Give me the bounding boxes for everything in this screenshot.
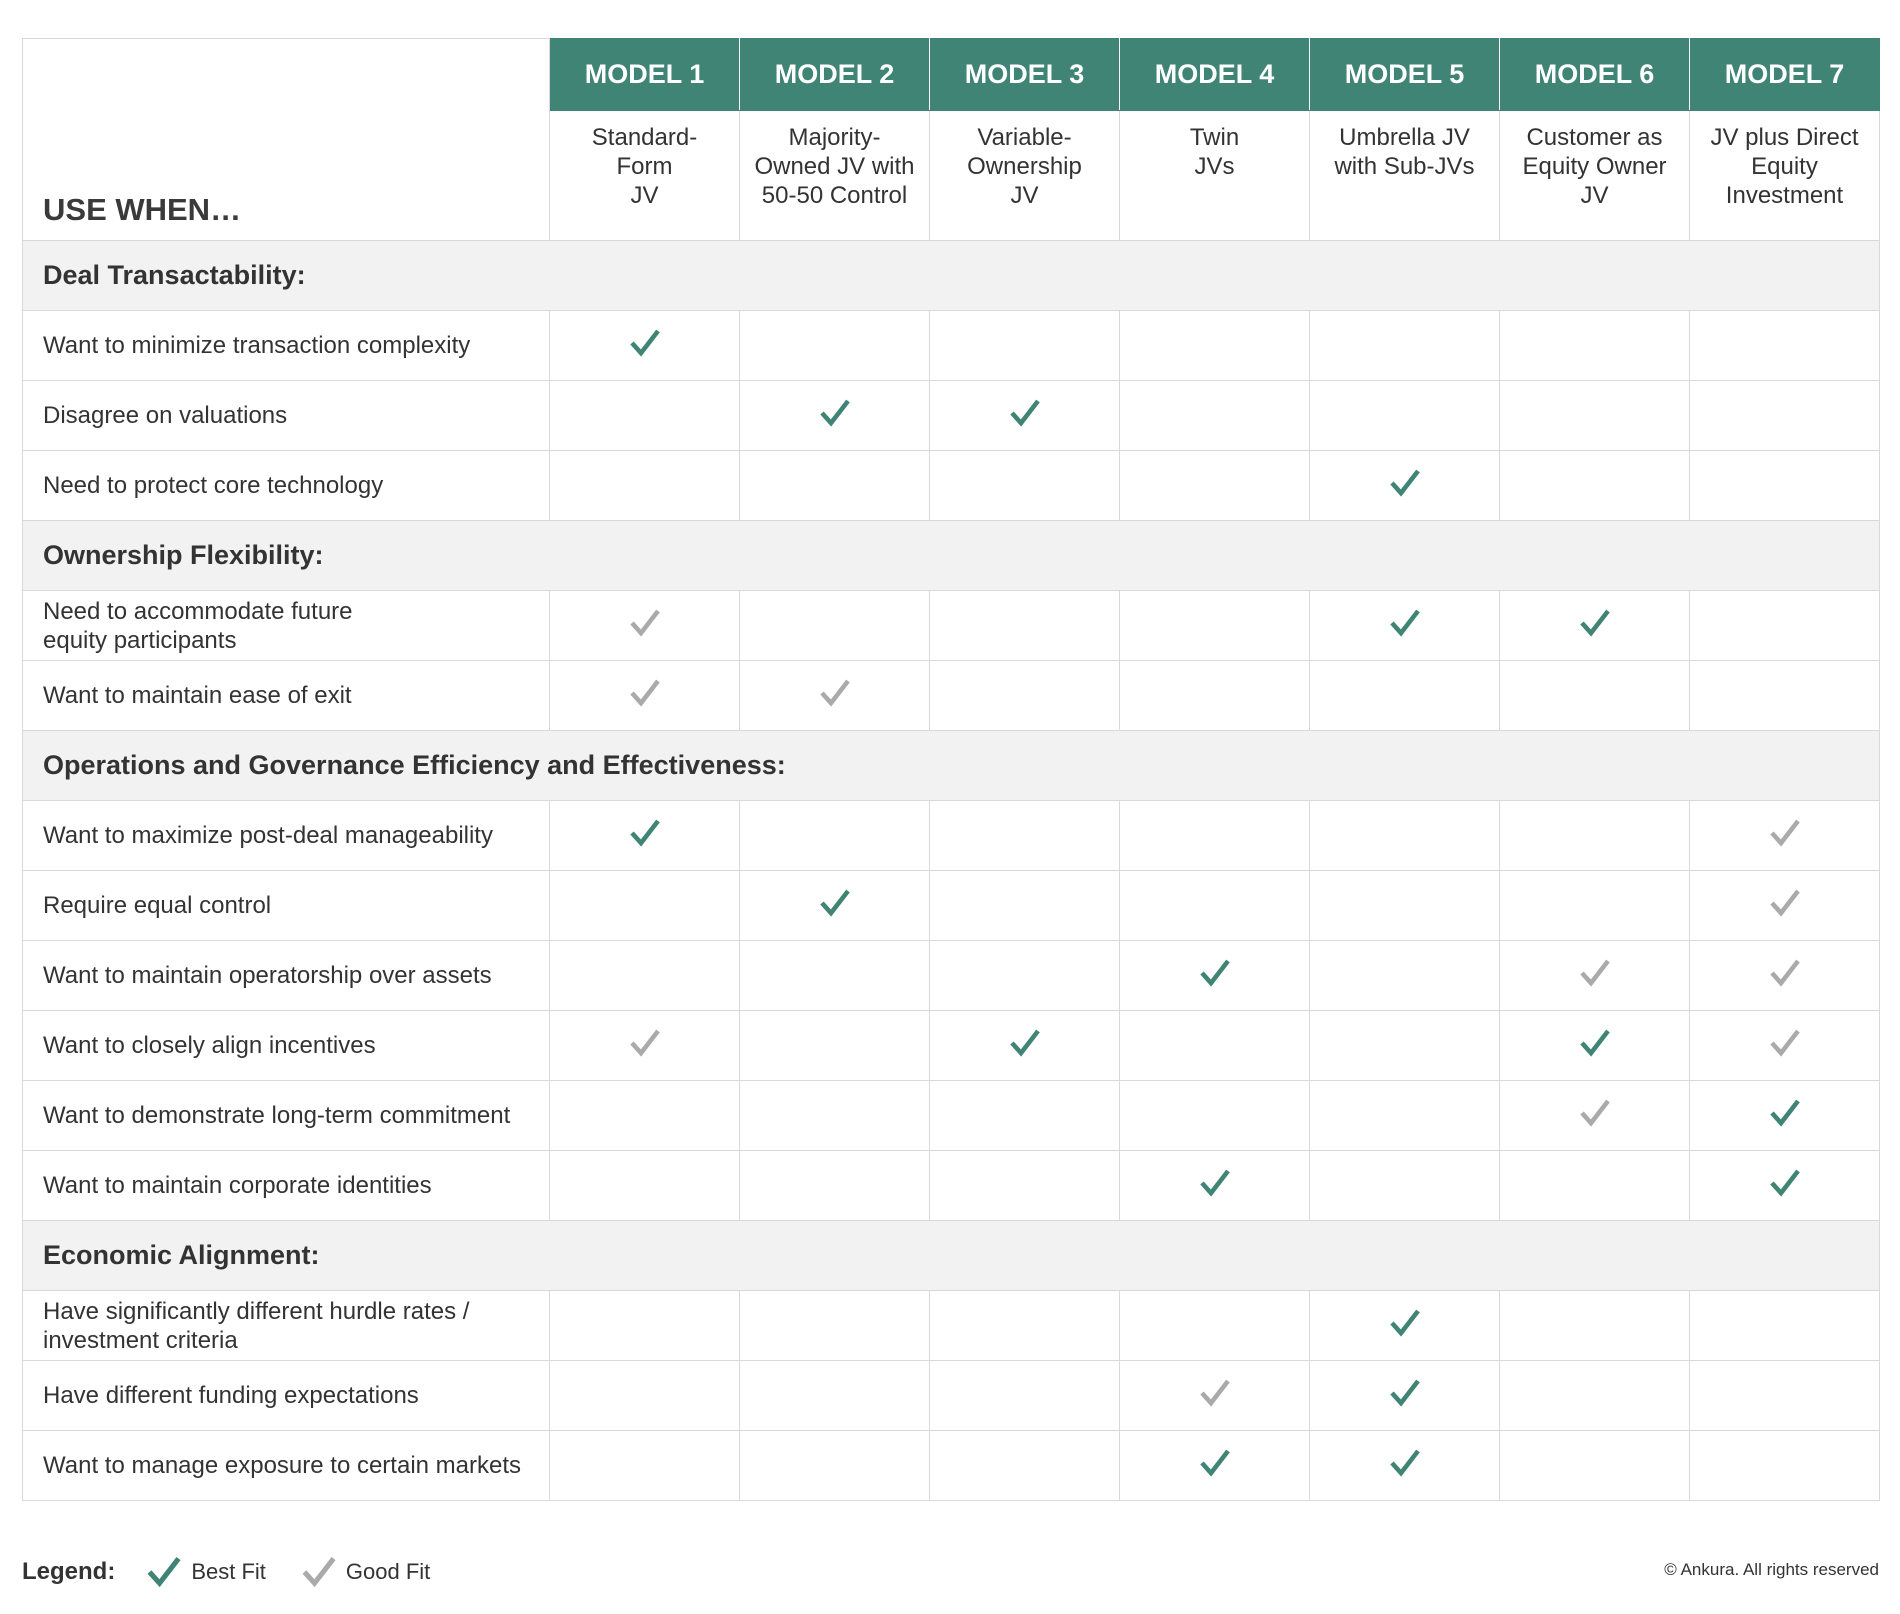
section-header-row [23,731,1880,801]
model-6-fit-cell [1500,661,1690,731]
criteria-label-line: Want to manage exposure to certain markets [43,1452,522,1479]
model-name-line: Equity Owner [1522,153,1667,180]
model-2-fit-cell [740,1291,930,1361]
model-5-fit-cell [1310,871,1500,941]
model-5-fit-cell [1310,661,1500,731]
model-7-fit-cell [1690,871,1880,941]
model-7-fit-cell [1690,801,1880,871]
model-name-line: Owned JV with [754,153,915,180]
criteria-label [23,801,550,871]
model-5-fit-cell [1310,1011,1500,1081]
best-fit-check-icon [818,396,852,430]
model-5-name [1310,111,1500,241]
criteria-label-line: Need to protect core technology [43,472,384,499]
model-4-fit-cell [1120,1291,1310,1361]
good-fit-check-icon [1578,956,1612,990]
model-6-fit-cell [1500,801,1690,871]
good-fit-check-icon [1768,956,1802,990]
model-5-fit-cell [1310,451,1500,521]
model-name-line: Customer as [1526,124,1663,151]
model-2-fit-cell [740,1431,930,1501]
model-4-fit-cell [1120,871,1310,941]
model-4-fit-cell [1120,311,1310,381]
criteria-label [23,1081,550,1151]
model-6-fit-cell [1500,591,1690,661]
good-fit-check-icon [628,676,662,710]
model-7-fit-cell [1690,1291,1880,1361]
criteria-row [23,941,1880,1011]
model-name-line: Twin [1189,124,1240,151]
model-5-header: MODEL 5 [1310,39,1500,111]
use-when-heading: USE WHEN… [23,39,550,241]
section-title: Ownership Flexibility: [23,521,1880,591]
model-6-fit-cell [1500,1361,1690,1431]
model-6-fit-cell [1500,1431,1690,1501]
model-4-fit-cell [1120,1011,1310,1081]
model-name-line: Ownership [967,153,1082,180]
criteria-row [23,451,1880,521]
copyright-notice: © Ankura. All rights reserved [1664,1560,1879,1579]
model-6-fit-cell [1500,451,1690,521]
legend [22,1548,464,1596]
best-fit-check-icon [1198,1446,1232,1480]
model-6-fit-cell [1500,941,1690,1011]
criteria-label [23,1151,550,1221]
legend-best-fit-label: Best Fit [191,1559,266,1584]
criteria-row [23,1431,1880,1501]
model-4-fit-cell [1120,801,1310,871]
model-1-fit-cell [550,1081,740,1151]
model-2-fit-cell [740,1081,930,1151]
model-7-fit-cell [1690,311,1880,381]
model-2-fit-cell [740,381,930,451]
criteria-row [23,871,1880,941]
best-fit-check-icon [1008,396,1042,430]
section-title: Deal Transactability: [23,241,1880,311]
section-title: Operations and Governance Efficiency and Effectiveness: [23,731,1880,801]
legend-good-fit [300,1553,430,1591]
legend-title: Legend: [22,1558,116,1585]
model-name-line: Variable- [977,124,1072,151]
criteria-row [23,1361,1880,1431]
model-name-line: JV [1010,182,1039,209]
model-6-fit-cell [1500,311,1690,381]
model-3-fit-cell [930,1081,1120,1151]
criteria-row [23,801,1880,871]
best-fit-check-icon [628,326,662,360]
model-5-fit-cell [1310,801,1500,871]
criteria-label-line: equity participants [43,626,237,654]
best-fit-check-icon [1578,606,1612,640]
good-fit-check-icon [1578,1096,1612,1130]
model-1-fit-cell [550,1431,740,1501]
criteria-label-line: Want to maintain corporate identities [43,1172,432,1199]
criteria-label-line: Want to maintain operatorship over assets [43,962,492,989]
criteria-label-line: Want to maximize post-deal manageability [43,822,493,849]
model-1-fit-cell [550,381,740,451]
model-7-fit-cell [1690,381,1880,451]
criteria-label [23,311,550,381]
model-7-fit-cell [1690,1361,1880,1431]
model-6-name [1500,111,1690,241]
model-2-fit-cell [740,801,930,871]
model-name-line: 50-50 Control [761,182,908,209]
model-1-fit-cell [550,801,740,871]
criteria-row [23,1151,1880,1221]
model-name-line: JV [1580,182,1609,209]
best-fit-check-icon [628,816,662,850]
model-comparison-table [22,38,1880,1501]
criteria-label [23,871,550,941]
criteria-label-line: Need to accommodate future [43,597,353,625]
model-5-fit-cell [1310,1291,1500,1361]
model-header-row [23,39,1880,111]
model-1-fit-cell [550,1361,740,1431]
model-3-header: MODEL 3 [930,39,1120,111]
model-1-fit-cell [550,871,740,941]
criteria-label [23,381,550,451]
model-3-fit-cell [930,1361,1120,1431]
model-7-fit-cell [1690,1011,1880,1081]
model-1-name [550,111,740,241]
model-3-fit-cell [930,1151,1120,1221]
best-fit-check-icon [818,886,852,920]
model-5-fit-cell [1310,941,1500,1011]
model-7-fit-cell [1690,1151,1880,1221]
model-5-fit-cell [1310,311,1500,381]
model-7-fit-cell [1690,941,1880,1011]
criteria-row [23,311,1880,381]
section-header-row [23,241,1880,311]
model-2-fit-cell [740,661,930,731]
good-fit-check-icon [818,676,852,710]
model-name-line: Investment [1725,182,1844,209]
best-fit-check-icon [1008,1026,1042,1060]
model-3-fit-cell [930,591,1120,661]
model-5-fit-cell [1310,381,1500,451]
good-fit-check-icon [628,1026,662,1060]
model-2-fit-cell [740,451,930,521]
good-fit-check-icon [1768,816,1802,850]
model-6-header: MODEL 6 [1500,39,1690,111]
model-7-fit-cell [1690,661,1880,731]
best-fit-check-icon [1198,956,1232,990]
criteria-label-line: Require equal control [43,892,272,919]
model-7-fit-cell [1690,591,1880,661]
model-2-fit-cell [740,311,930,381]
best-fit-check-icon [1388,606,1422,640]
model-name-line: Majority- [788,124,881,151]
best-fit-check-icon [1768,1096,1802,1130]
model-1-header: MODEL 1 [550,39,740,111]
good-fit-check-icon [628,606,662,640]
model-6-fit-cell [1500,1011,1690,1081]
model-3-name [930,111,1120,241]
model-1-fit-cell [550,1151,740,1221]
model-4-fit-cell [1120,661,1310,731]
criteria-label [23,1431,550,1501]
criteria-label-line: Want to minimize transaction complexity [43,332,471,359]
best-fit-check-icon [1198,1166,1232,1200]
model-1-fit-cell [550,451,740,521]
model-7-name [1690,111,1880,241]
criteria-label [23,661,550,731]
criteria-label [23,941,550,1011]
model-3-fit-cell [930,451,1120,521]
model-2-fit-cell [740,591,930,661]
criteria-label [23,591,550,661]
criteria-label-line: Want to maintain ease of exit [43,682,352,709]
criteria-row [23,591,1880,661]
model-7-fit-cell [1690,1431,1880,1501]
model-3-fit-cell [930,381,1120,451]
criteria-label-line: Have significantly different hurdle rates / [43,1297,470,1325]
good-fit-check-icon [300,1553,338,1591]
criteria-row [23,1081,1880,1151]
model-1-fit-cell [550,1291,740,1361]
model-5-fit-cell [1310,1361,1500,1431]
model-2-fit-cell [740,1361,930,1431]
best-fit-check-icon [1388,1376,1422,1410]
model-6-fit-cell [1500,871,1690,941]
model-2-header: MODEL 2 [740,39,930,111]
section-title: Economic Alignment: [23,1221,1880,1291]
criteria-row [23,381,1880,451]
model-name-line: JVs [1194,153,1235,180]
model-7-header: MODEL 7 [1690,39,1880,111]
model-3-fit-cell [930,311,1120,381]
model-4-fit-cell [1120,1431,1310,1501]
model-1-fit-cell [550,311,740,381]
model-2-name [740,111,930,241]
good-fit-check-icon [1768,1026,1802,1060]
model-4-name [1120,111,1310,241]
criteria-label-line: Have different funding expectations [43,1382,419,1409]
model-5-fit-cell [1310,591,1500,661]
model-name-line: Umbrella JV [1339,124,1470,151]
model-3-fit-cell [930,1431,1120,1501]
model-4-header: MODEL 4 [1120,39,1310,111]
model-4-fit-cell [1120,591,1310,661]
criteria-row [23,1291,1880,1361]
best-fit-check-icon [1578,1026,1612,1060]
criteria-label [23,1361,550,1431]
model-2-fit-cell [740,1011,930,1081]
model-4-fit-cell [1120,941,1310,1011]
model-5-fit-cell [1310,1081,1500,1151]
criteria-label-line: investment criteria [43,1326,238,1354]
best-fit-check-icon [145,1553,183,1591]
criteria-row [23,1011,1880,1081]
section-header-row [23,521,1880,591]
model-name-line: Form [616,153,673,180]
model-name-line: JV [630,182,659,209]
model-name-line: Standard- [591,124,698,151]
model-6-fit-cell [1500,1151,1690,1221]
section-header-row [23,1221,1880,1291]
criteria-label-line: Disagree on valuations [43,402,288,429]
legend-good-fit-label: Good Fit [345,1559,431,1584]
best-fit-check-icon [1388,1306,1422,1340]
model-5-fit-cell [1310,1151,1500,1221]
model-3-fit-cell [930,941,1120,1011]
criteria-label-line: Want to demonstrate long-term commitment [43,1102,511,1129]
model-6-fit-cell [1500,1081,1690,1151]
model-1-fit-cell [550,591,740,661]
criteria-label [23,1291,550,1361]
model-4-fit-cell [1120,1151,1310,1221]
model-name-line: Equity [1751,153,1818,180]
model-3-fit-cell [930,1011,1120,1081]
matrix-body [23,241,1880,1501]
model-1-fit-cell [550,1011,740,1081]
model-4-fit-cell [1120,1081,1310,1151]
best-fit-check-icon [1388,1446,1422,1480]
model-6-fit-cell [1500,381,1690,451]
model-6-fit-cell [1500,1291,1690,1361]
model-name-line: JV plus Direct [1710,124,1859,151]
model-4-fit-cell [1120,1361,1310,1431]
model-3-fit-cell [930,661,1120,731]
model-7-fit-cell [1690,1081,1880,1151]
good-fit-check-icon [1768,886,1802,920]
model-2-fit-cell [740,941,930,1011]
model-2-fit-cell [740,871,930,941]
criteria-row [23,661,1880,731]
criteria-label-line: Want to closely align incentives [43,1032,376,1059]
criteria-label [23,1011,550,1081]
model-4-fit-cell [1120,381,1310,451]
model-1-fit-cell [550,941,740,1011]
legend-best-fit [145,1553,266,1591]
model-4-fit-cell [1120,451,1310,521]
model-3-fit-cell [930,801,1120,871]
model-5-fit-cell [1310,1431,1500,1501]
model-3-fit-cell [930,871,1120,941]
criteria-label [23,451,550,521]
model-name-line: with Sub-JVs [1334,153,1475,180]
model-1-fit-cell [550,661,740,731]
best-fit-check-icon [1768,1166,1802,1200]
model-7-fit-cell [1690,451,1880,521]
good-fit-check-icon [1198,1376,1232,1410]
model-2-fit-cell [740,1151,930,1221]
model-3-fit-cell [930,1291,1120,1361]
best-fit-check-icon [1388,466,1422,500]
